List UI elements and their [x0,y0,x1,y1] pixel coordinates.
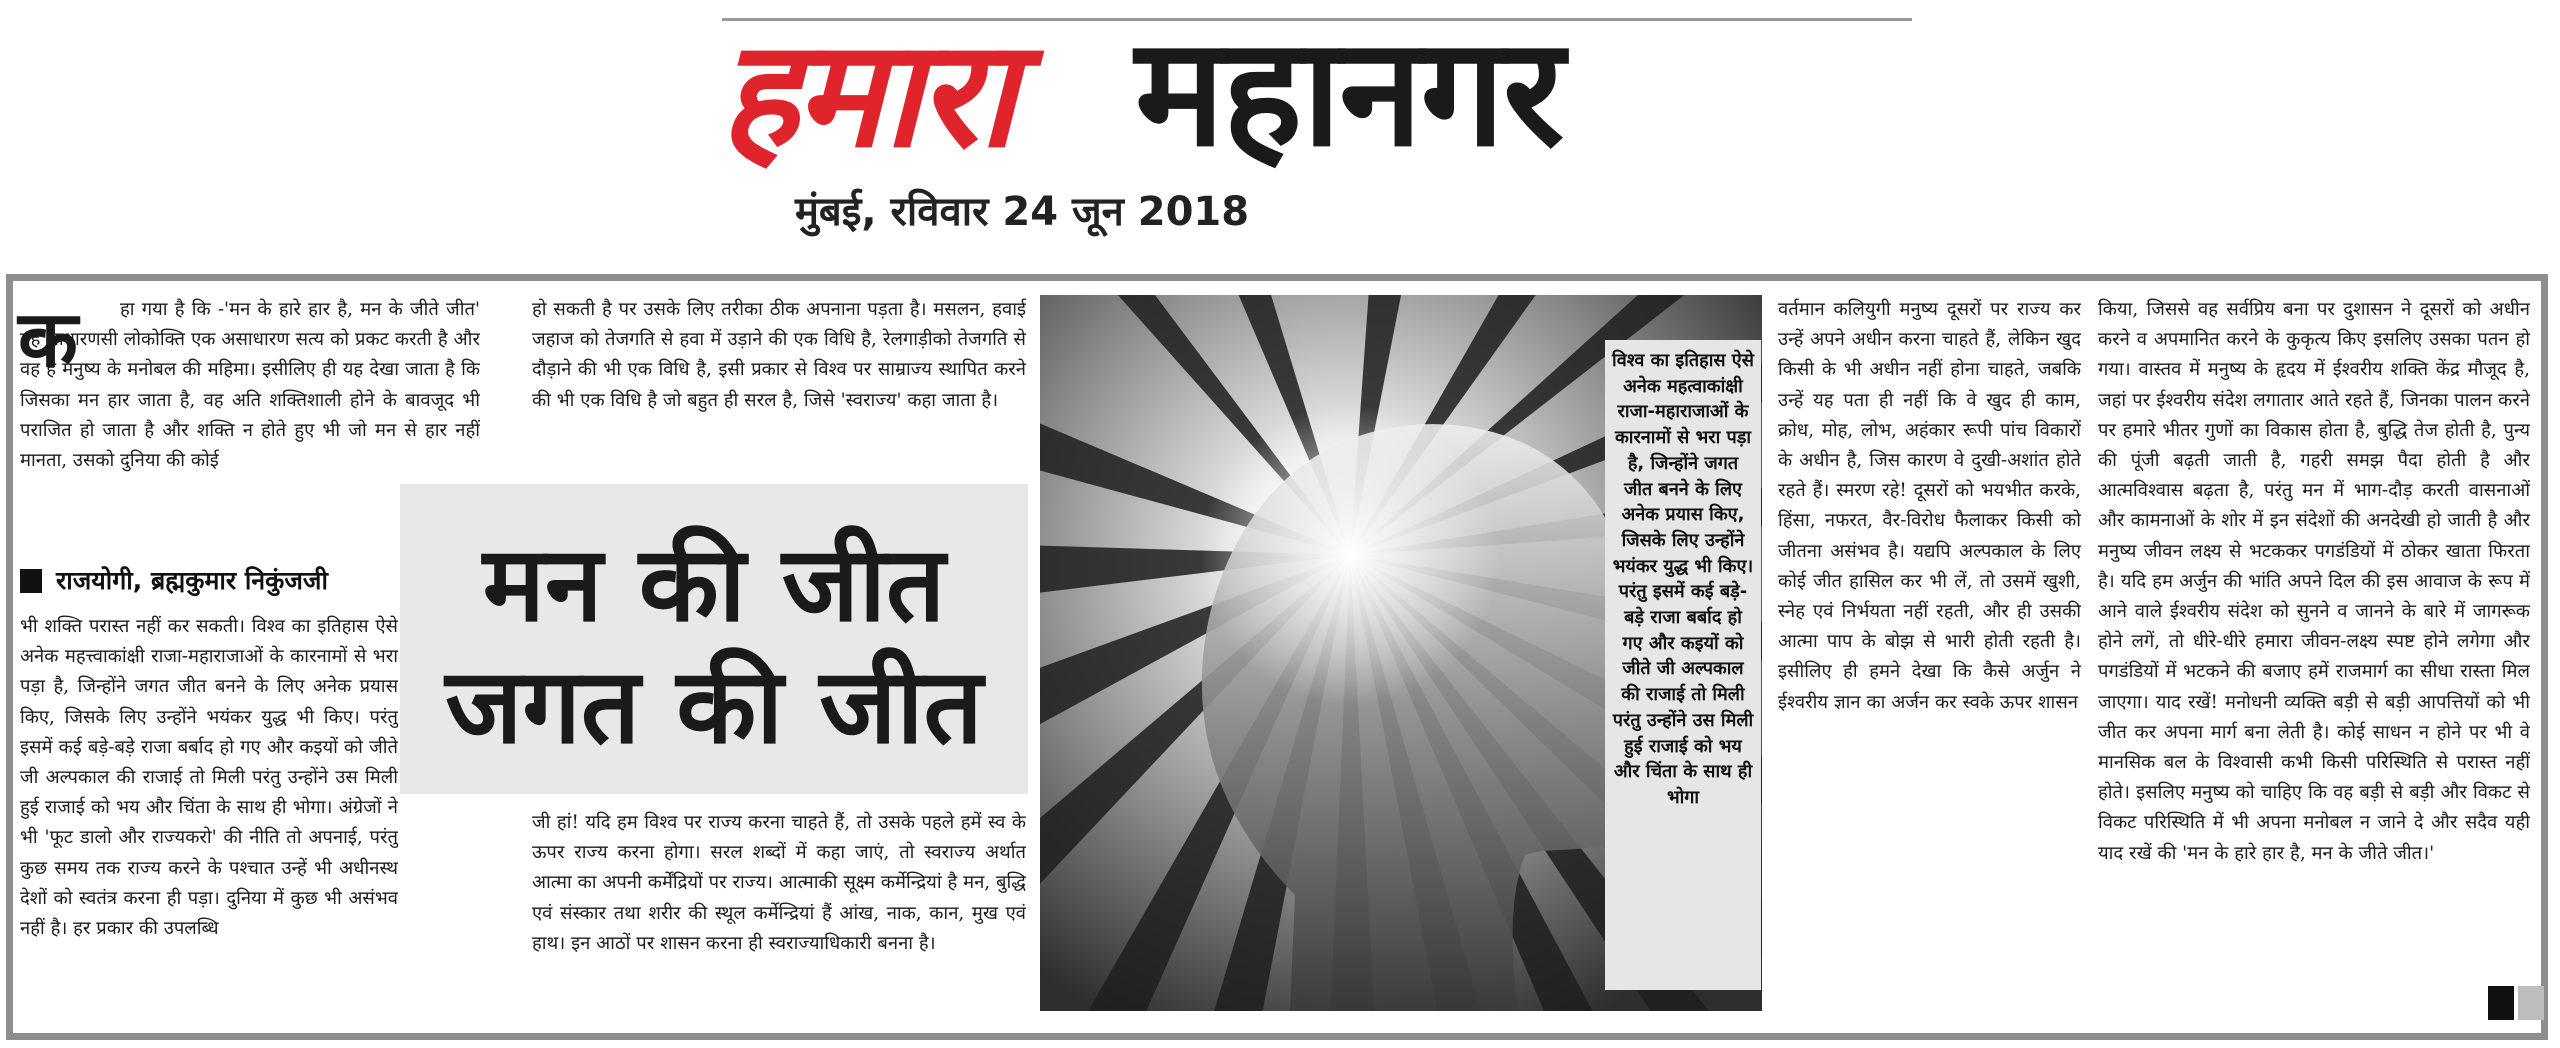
column-4: किया, जिससे वह सर्वप्रिय बना पर दुशासन ने दूसरों को अधीन करने व अपमानित करने के कुकृत्य किए इसलिए उसका पतन हो गया। वास्तव में मनुष्य के हृदय में ईश्वरीय शक्ति केंद्र मौजूद है, जहां पर ईश्वरीय संदेश लगातार आते रहते हैं, जिनका पालन करने पर हमारे भीतर गुणों का विकास होता है, बुद्धि तेज होती है, पुन्य की पूंजी बढ़ती जाती है, गहरी समझ पैदा होती है और आत्मविश्वास बढ़ता है, परंतु मन में भाग-दौड़ करती वासनाओं और कामनाओं के शोर में इन संदेशों की अनदेखी हो जाती है और मनुष्य जीवन लक्ष्य से भटककर पगडंडियों में ठोकर खाता फिरता है। यदि हम अर्जुन की भांति अपने दिल की इस आवाज के रूप में आने वाले ईश्वरीय संदेश को सुनने व जानने के बारे में जागरूक होने लगें, तो धीरे-धीरे हमारा जीवन-लक्ष्य स्पष्ट होने लगेगा और पगडंडियों में भटकने की बजाए हमें राजमार्ग का सीधा रास्ता मिल जाएगा। याद रखें! मनोधनी व्यक्ति बड़ी से बड़ी आपत्तियों को भी जीत कर अपना मार्ग बना लेती है। कोई साधन न होने पर भी वे मानसिक बल के विश्वासी कभी किसी परिस्थिति से परास्त नहीं होते। इसलिए मनुष्य को चाहिए कि वह बड़ी से बड़ी और विकट से विकट परिस्थिति में भी अपना मनोबल न जाने दे और सदैव यही याद रखें की 'मन के हारे हार है, मन के जीते जीत।' [2098,299,2530,864]
headline-line-2: जगत की जीत [445,645,983,767]
column-1-top: हा गया है कि -'मन के हारे हार है, मन के जीते जीत' यह साधारणसी लोकोक्ति एक असाधारण सत्य को प्रकट करती है और वह है मनुष्य के मनोबल की महिमा। इसीलिए ही यह देखा जाता है कि जिसका मन हार जाता है, वह अति शक्तिशाली होने के बावजूद भी पराजित हो जाता है और शक्ति न होते हुए भी जो मन से हार नहीं मानता, उसको दुनिया की कोई [20,299,480,472]
end-mark-light [2518,986,2544,1020]
byline [20,564,328,598]
column-3: वर्तमान कलियुगी मनुष्य दूसरों पर राज्य कर उन्हें अपने अधीन करना चाहते हैं, लेकिन खुद किसी के भी अधीन नहीं होना चाहते, जबकि उन्हें यह पता ही नहीं कि वे खुद ही काम, क्रोध, मोह, लोभ, अहंकार रूपी पांच विकारों के अधीन है, जिस कारण वे दुखी-अशांत होते रहते हैं। स्मरण रहे! दूसरों को भयभीत करके, हिंसा, नफरत, वैर-विरोध फैलाकर किसी को जीतना असंभव है। यद्यपि अल्पकाल के लिए कोई जीत हासिल कर भी लें, तो उसमें खुशी, स्नेह एवं निर्भयता नहीं रहती, और ही उसकी आत्मा पाप के बोझ से भारी होती रहती है। इसीलिए ही हमने देखा कि कैसे अर्जुन ने ईश्वरीय ज्ञान का अर्जन कर स्वके ऊपर शासन [1778,299,2081,713]
light-core [1200,405,1500,705]
headline-box [400,484,1028,794]
headline-line-1: मन की जीत [482,523,946,645]
newspaper-logo [720,8,1920,178]
column-2-bottom: जी हां! यदि हम विश्व पर राज्य करना चाहते हैं, तो उसके पहले हमें स्व के ऊपर राज्य करना होगा। सरल शब्दों में कहा जाएं, तो स्वराज्य अर्थात आत्मा का अपनी कर्मेंद्रियों पर राज्य। आत्माकी सूक्ष्म कर्मेन्द्रियां है मन, बुद्धि एवं संस्कार तथा शरीर की स्थूल कर्मेन्द्रियां हैं आंख, नाक, कान, मुख एवं हाथ। इन आठों पर शासन करना ही स्वराज्याधिकारी बनना है। [532,812,1026,954]
dateline: मुंबई, रविवार 24 जून 2018 [795,189,1250,235]
logo-word-red: हमारा [720,6,1013,180]
masthead [0,0,2560,270]
drop-cap: क [18,295,78,385]
column-2-top: हो सकती है पर उसके लिए तरीका ठीक अपनाना पड़ता है। मसलन, हवाई जहाज को तेजगति से हवा में उड़ाने की एक विधि है, रेलगाड़ीको तेजगति से दौड़ाने की भी एक विधि है, इसी प्रकार से विश्व पर साम्राज्य स्थापित करने की भी एक विधि है जो बहुत ही सरल है, जिसे 'स्वराज्य' कहा जाता है। [532,299,1026,411]
end-mark-dark [2488,986,2514,1020]
byline-square-icon [20,569,42,593]
pull-quote: विश्व का इतिहास ऐसे अनेक महत्वाकांक्षी राजा-महाराजाओं के कारनामों से भरा पड़ा है, जिन्होंने जगत जीत बनने के लिए अनेक प्रयास किए, जिसके लिए उन्होंने भयंकर युद्ध भी किए। परंतु इसमें कई बड़े-बड़े राजा बर्बाद हो गए और कइयों को जीते जी अल्पकाल की राजाई तो मिली परंतु उन्होंने उस मिली हुई राजाई को भय और चिंता के साथ ही भोगा [1605,340,1761,990]
byline-text: राजयोगी, ब्रह्मकुमार निकुंजजी [56,566,328,595]
logo-word-black: महानगर [1135,6,1563,180]
column-1-bottom: भी शक्ति परास्त नहीं कर सकती। विश्व का इतिहास ऐसे अनेक महत्त्वाकांक्षी राजा-महाराजाओं के कारनामों से भरा पड़ा है, जिन्होंने जगत जीत बनने के लिए अनेक प्रयास किए, जिसके लिए उन्होंने भयंकर युद्ध भी किए। परंतु इसमें कई बड़े-बड़े राजा बर्बाद हो गए और कइयों को जीते जी अल्पकाल की राजाई तो मिली परंतु उन्होंने उस मिली हुई राजाई को भय और चिंता के साथ ही भोगा। अंग्रेजों ने भी 'फूट डालो और राज्यकरो' की नीति तो अपनाई, परंतु कुछ समय तक राज्य करने के पश्चात उन्हें भी अधीनस्थ देशों को स्वतंत्र करना ही पड़ा। दुनिया में कुछ भी असंभव नहीं है। हर प्रकार की उपलब्धि [20,616,398,940]
